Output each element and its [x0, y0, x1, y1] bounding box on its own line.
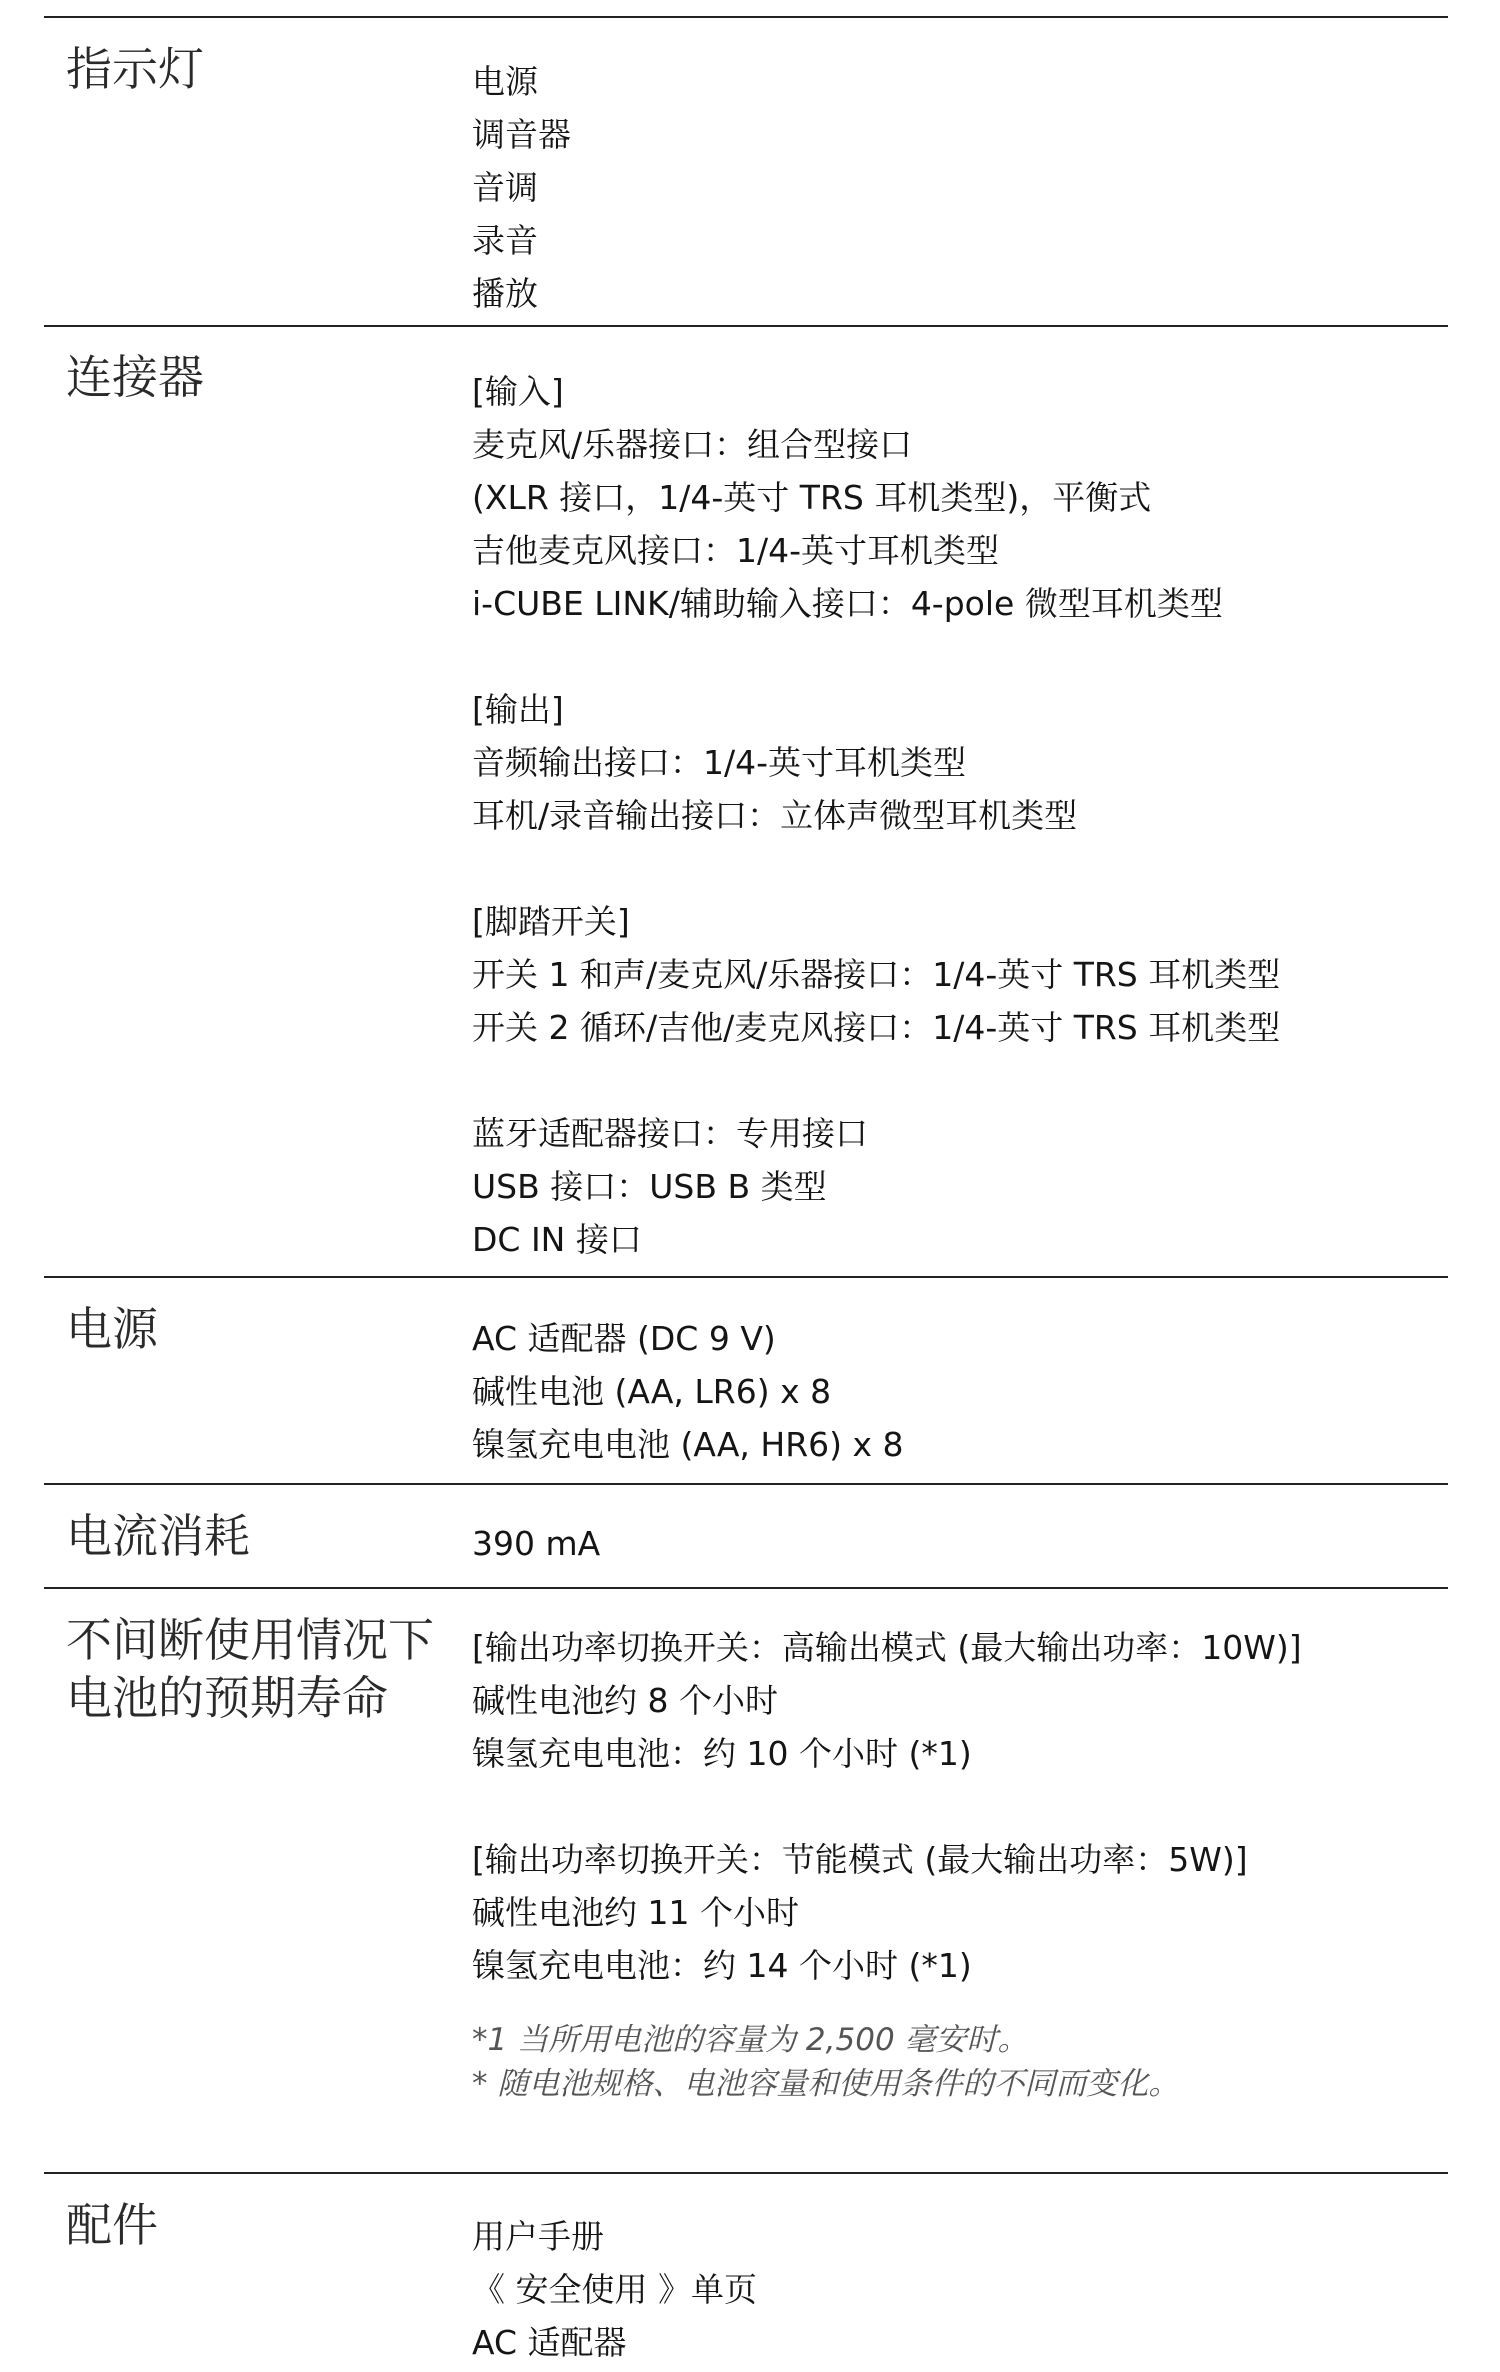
spec-line: 吉他麦克风接口：1/4-英寸耳机类型	[472, 531, 1000, 570]
spec-line: 播放	[472, 274, 538, 313]
spec-line: 《 安全使用 》单页	[472, 2270, 757, 2309]
current-value: 390 mA	[472, 1524, 601, 1563]
footnotes	[472, 2018, 1448, 2106]
spec-line: 镍氢充电电池 (AA, HR6) x 8	[472, 1425, 904, 1464]
spec-label-current: 电流消耗	[66, 1509, 250, 1563]
eco-mode-heading: [输出功率切换开关：节能模式 (最大输出功率：5W)]	[472, 1840, 1248, 1879]
spec-line: 耳机/录音输出接口：立体声微型耳机类型	[472, 796, 1078, 835]
label-line: 电池的预期寿命	[66, 1671, 388, 1725]
spec-label-connectors: 连接器	[66, 350, 204, 404]
spec-line: DC IN 接口	[472, 1220, 642, 1259]
spec-line: 镍氢充电电池：约 14 个小时 (*1)	[472, 1946, 972, 1985]
spec-row-accessories	[44, 2172, 1448, 2372]
spec-label-indicators: 指示灯	[66, 42, 204, 96]
spec-content-indicators	[472, 18, 1448, 325]
spec-label-power: 电源	[66, 1302, 158, 1356]
spec-line: 开关 1 和声/麦克风/乐器接口：1/4-英寸 TRS 耳机类型	[472, 955, 1281, 994]
label-line: 不间断使用情况下	[66, 1613, 434, 1667]
output-section-heading: [输出]	[472, 690, 564, 729]
spec-line: AC 适配器	[472, 2323, 627, 2362]
spacer	[472, 630, 1448, 683]
spec-row-power	[44, 1276, 1448, 1483]
spec-line: (XLR 接口，1/4-英寸 TRS 耳机类型)，平衡式	[472, 478, 1152, 517]
spec-line: 碱性电池约 8 个小时	[472, 1681, 778, 1720]
footnote: * 随电池规格、电池容量和使用条件的不同而变化。	[472, 2066, 1180, 2102]
spec-label-accessories: 配件	[66, 2198, 158, 2252]
spec-content-current	[472, 1485, 1448, 1587]
spec-row-battery-life	[44, 1587, 1448, 2172]
spec-line: AC 适配器 (DC 9 V)	[472, 1319, 776, 1358]
footswitch-section-heading: [脚踏开关]	[472, 902, 630, 941]
spacer	[472, 842, 1448, 895]
spec-line: 碱性电池约 11 个小时	[472, 1893, 799, 1932]
spec-line: 用户手册	[472, 2217, 604, 2256]
spec-line: 电源	[472, 62, 538, 101]
spec-content-battery-life	[472, 1589, 1448, 2172]
spacer	[472, 1054, 1448, 1107]
spec-line: 音调	[472, 168, 538, 207]
spec-line: 碱性电池 (AA, LR6) x 8	[472, 1372, 832, 1411]
spec-line: i-CUBE LINK/辅助输入接口：4-pole 微型耳机类型	[472, 584, 1223, 623]
spec-row-connectors	[44, 325, 1448, 1276]
spec-line: 镍氢充电电池：约 10 个小时 (*1)	[472, 1734, 972, 1773]
spec-content-connectors	[472, 327, 1448, 1276]
spec-content-accessories	[472, 2174, 1448, 2372]
spec-line: 麦克风/乐器接口：组合型接口	[472, 425, 913, 464]
spec-line: 蓝牙适配器接口：专用接口	[472, 1114, 868, 1153]
spec-line: 录音	[472, 221, 538, 260]
spec-row-current	[44, 1483, 1448, 1587]
spec-line: USB 接口：USB B 类型	[472, 1167, 827, 1206]
spacer	[472, 1780, 1448, 1833]
high-mode-heading: [输出功率切换开关：高输出模式 (最大输出功率：10W)]	[472, 1628, 1302, 1667]
footnote: *1 当所用电池的容量为 2,500 毫安时。	[472, 2022, 1029, 2058]
spec-label-battery-life	[44, 1589, 472, 2172]
input-section-heading: [输入]	[472, 372, 564, 411]
spec-line: 音频输出接口：1/4-英寸耳机类型	[472, 743, 967, 782]
spec-row-indicators	[44, 16, 1448, 325]
spec-line: 调音器	[472, 115, 571, 154]
spec-table	[44, 16, 1448, 2372]
spec-content-power	[472, 1278, 1448, 1483]
spec-line: 开关 2 循环/吉他/麦克风接口：1/4-英寸 TRS 耳机类型	[472, 1008, 1281, 1047]
